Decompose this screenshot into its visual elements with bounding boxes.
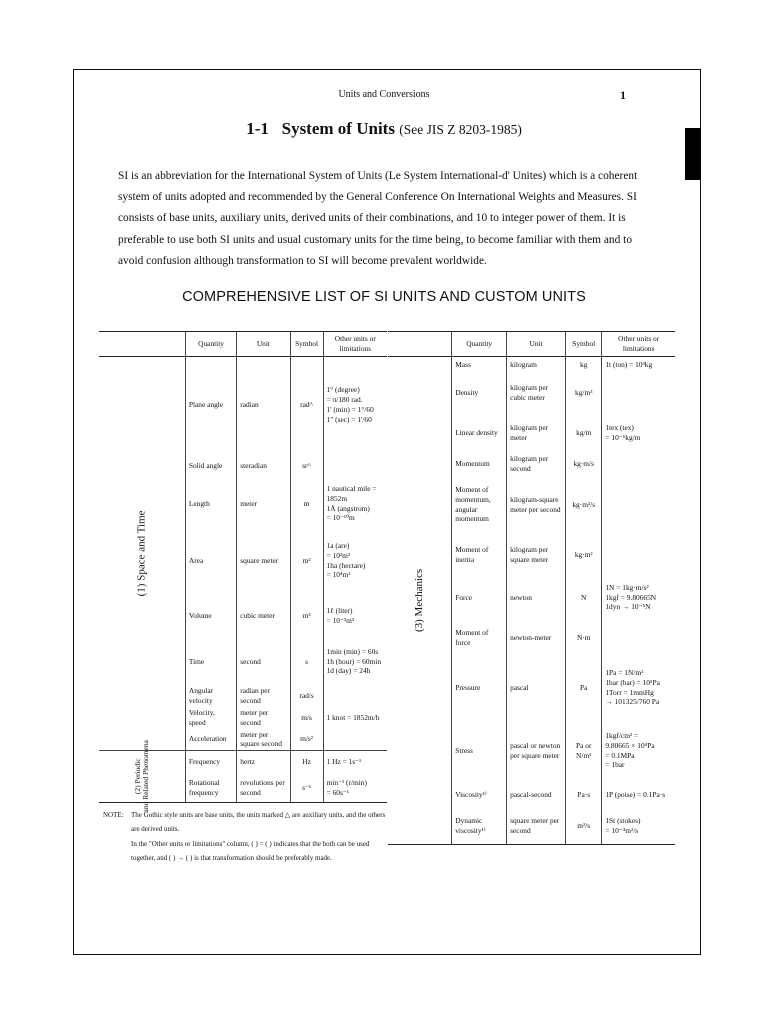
table-row: Pressure pascal Pa 1Pa = 1N/m² 1bar (bar) = 10⁵Pa 1Torr = 1mmHg → 101325/760 Pa xyxy=(388,655,675,721)
group-mechanics: (3) Mechanics xyxy=(388,357,452,845)
table-note xyxy=(103,808,391,865)
note-label: NOTE: xyxy=(103,811,124,819)
table-row: (2) Periodic and Related Phenomena Frequency hertz Hz 1 Hz = 1s⁻¹ xyxy=(99,751,387,773)
table-row: Moment of momentum, angular momentum kilogram-square meter per second kg·m²/s xyxy=(388,475,675,535)
table-row: Linear density kilogram per meter kg/m 1tex (tex) = 10⁻⁶kg/m xyxy=(388,413,675,453)
table-row: Viscosity¹⁾ pascal-second Pa·s 1P (poise) = 0.1Pa·s xyxy=(388,781,675,809)
table-row: (3) Mechanics Mass kilogram kg 1t (ton) = 10³kg xyxy=(388,357,675,373)
table-row: Force newton N 1N = 1kg·m/s² 1kgf = 9.80665N 1dyn → 10⁻⁵N xyxy=(388,575,675,621)
group-periodic: (2) Periodic and Related Phenomena xyxy=(99,751,185,803)
si-table-left xyxy=(99,331,387,813)
header-symbol: Symbol xyxy=(290,332,323,357)
table-row: Rotational frequency revolutions per second s⁻¹ min⁻¹ (r/min) = 60s⁻¹ xyxy=(99,773,387,803)
table-row: Length meter m 1 nautical mile = 1852m 1Å (angstrom) = 10⁻¹⁰m xyxy=(99,479,387,529)
table-row: Area square meter m² 1a (are) = 10²m² 1ha (hectare) = 10⁴m² xyxy=(99,529,387,593)
table-row: Dynamic viscosity¹⁾ square meter per second m²/s 1St (stokes) = 10⁻⁴m²/s xyxy=(388,809,675,845)
header-other: Other units or limitations xyxy=(323,332,387,357)
intro-paragraph: SI is an abbreviation for the International System of Units (Le System International-d' Unites) which is a coherent system of units adopted and recommended by the General Conference On International Weights and Measures. SI consists of base units, auxiliary units, derived units of their combinations, and 10 to integer power of them. It is preferable to use both SI units and usual customary units for the time being, to become familiar with them and to avoid confusion although transformation to SI will become prevalent worldwide. xyxy=(118,170,638,267)
table-row: (1) Space and Time Plane angle radian rad^ 1° (degree) = π/180 rad. 1' (min) = 1°/60 1" (sec) = 1'/60 xyxy=(99,357,387,453)
table-header-row xyxy=(388,332,675,357)
table-row: Angular velocity radian per second rad/s xyxy=(99,685,387,707)
table-header-row xyxy=(99,332,387,357)
header-quantity: Quantity xyxy=(452,332,507,357)
section-main-title: System of Units xyxy=(281,119,395,138)
table-row: Density kilogram per cubic meter kg/m³ xyxy=(388,373,675,413)
note-text: The Gothic style units are base units, the units marked △ are auxiliary units, and the others are derived units. In the "Other units or limitations" column, ( ) = ( ) indicates that the both can be used together, and ( ) → ( ) is that transformation should be preferably made. xyxy=(131,811,386,862)
table-row: Velocity, speed meter per second m/s 1 knot = 1852m/h xyxy=(99,707,387,729)
table-row: Momentum kilogram per second kg·m/s xyxy=(388,453,675,475)
table-row: Volume cubic meter m³ 1ℓ (liter) = 10⁻³m³ xyxy=(99,593,387,639)
table-row: Acceleration meter per square second m/s² xyxy=(99,729,387,751)
table-row: Time second s 1min (min) = 60s 1h (hour) = 60min 1d (day) = 24h xyxy=(99,639,387,685)
page-number: 1 xyxy=(620,88,626,102)
header-other: Other units or limitations xyxy=(602,332,675,357)
section-number: 1-1 xyxy=(246,119,269,138)
header-quantity: Quantity xyxy=(185,332,236,357)
si-table-right xyxy=(388,331,675,845)
table-row: Moment of inertia kilogram per square meter kg·m² xyxy=(388,535,675,575)
header-unit: Unit xyxy=(237,332,290,357)
running-title: Units and Conversions xyxy=(338,89,430,100)
section-subtitle: (See JIS Z 8203-1985) xyxy=(399,122,522,137)
section-title xyxy=(0,119,768,139)
header-unit: Unit xyxy=(507,332,566,357)
table-row: Moment of force newton-meter N·m xyxy=(388,621,675,655)
group-space-time: (1) Space and Time xyxy=(99,357,185,751)
table-row: Solid angle steradian sr^ xyxy=(99,453,387,479)
table-row: Stress pascal or newton per square meter Pa or N/m² 1kgf/cm² = 9.80665 × 10⁴Pa = 0.1MPa = 1bar xyxy=(388,721,675,781)
header-symbol: Symbol xyxy=(566,332,602,357)
list-title: COMPREHENSIVE LIST OF SI UNITS AND CUSTOM UNITS xyxy=(182,289,586,305)
